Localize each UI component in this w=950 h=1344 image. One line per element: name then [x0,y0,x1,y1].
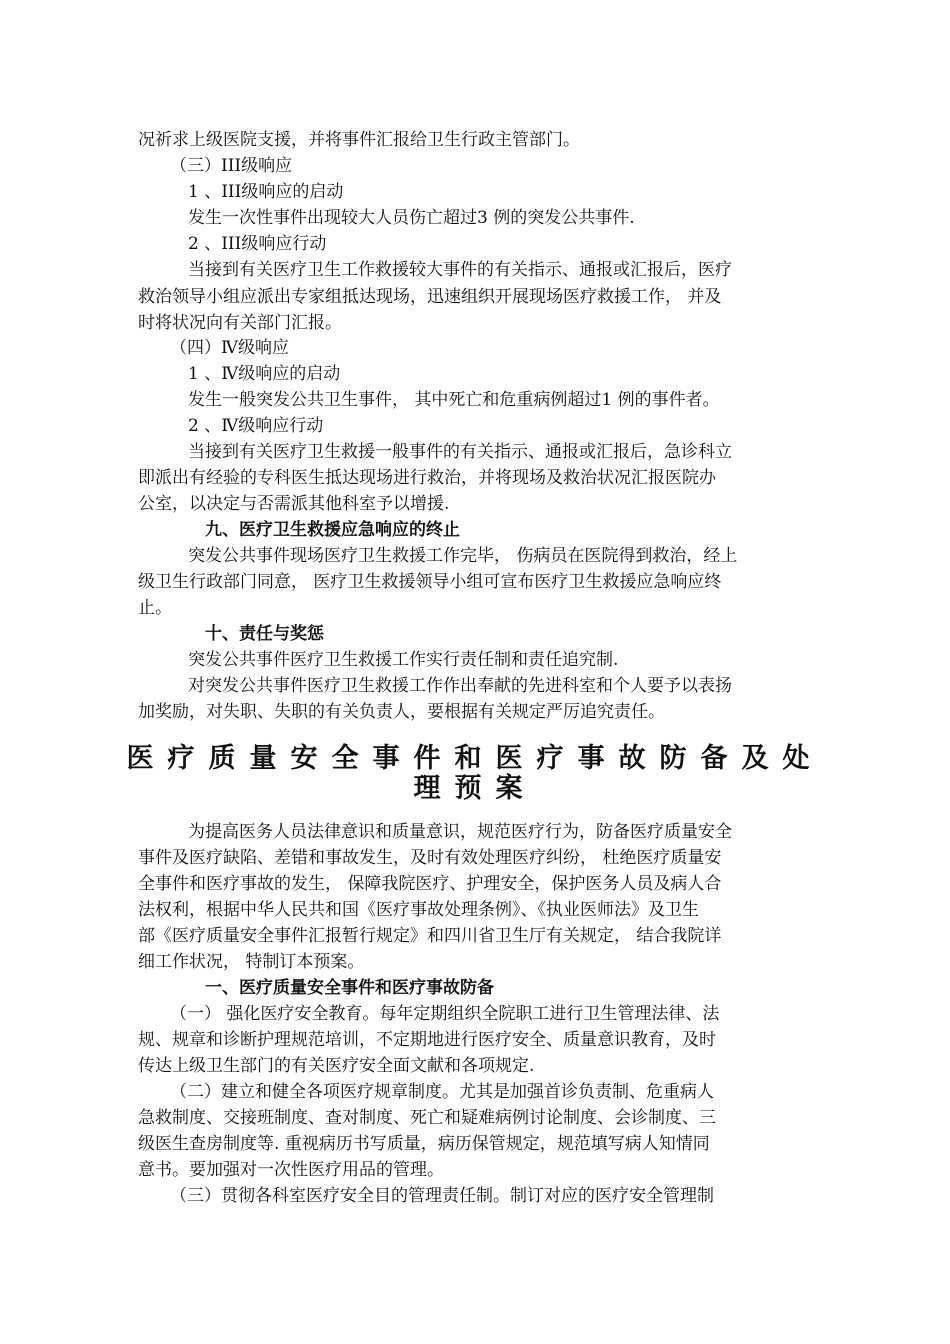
section-heading-1: 一、医疗质量安全事件和医疗事故防备 [205,978,494,998]
paragraph-line: 突发公共事件医疗卫生救援工作实行责任制和责任追究制. [188,650,619,670]
document-title-line2: 理预案 [413,773,537,804]
paragraph-line: 即派出有经验的专科医生抵达现场进行救治，并将现场及救治状况汇报医院办 [138,468,716,488]
document-title-line1: 医疗质量安全事件和医疗事故防备及处 [126,743,824,774]
paragraph-line: 对突发公共事件医疗卫生救援工作作出奉献的先进科室和个人要予以表扬 [188,676,732,696]
list-item: 2 、III级响应行动 [188,234,327,254]
section-heading-9: 九、医疗卫生救援应急响应的终止 [205,520,460,540]
paragraph-line: 级卫生行政部门同意， 医疗卫生救援领导小组可宣布医疗卫生救援应急响应终 [138,572,722,592]
paragraph-line: 时将状况向有关部门汇报。 [138,313,342,333]
list-item: 1 、Ⅳ级响应的启动 [188,364,341,384]
list-item: 2 、Ⅳ级响应行动 [188,416,324,436]
paragraph-line: 况祈求上级医院支援，并将事件汇报给卫生行政主管部门。 [138,130,580,150]
paragraph-line: 公室，以决定与否需派其他科室予以增援. [138,494,450,514]
list-item: 1 、III级响应的启动 [188,182,344,202]
paragraph-line: 发生一般突发公共卫生事件， 其中死亡和危重病例超过1 例的事件者。 [188,390,720,410]
section-heading-10: 十、责任与奖惩 [205,624,324,644]
paragraph-line: 规、规章和诊断护理规范培训，不定期地进行医疗安全、质量意识教育，及时 [138,1030,716,1050]
paragraph-line: 为提高医务人员法律意识和质量意识，规范医疗行为，防备医疗质量安全 [188,822,732,842]
paragraph-line: 加奖励，对失职、失职的有关负责人，要根据有关规定严厉追究责任。 [138,702,665,722]
subheading-level3: （三）III级响应 [170,156,293,176]
paragraph-line: 全事件和医疗事故的发生， 保障我院医疗、护理安全，保护医务人员及病人合 [138,874,722,894]
paragraph-line: （三）贯彻各科室医疗安全目的管理责任制。制订对应的医疗安全管理制 [170,1186,714,1206]
paragraph-line: 事件及医疗缺陷、差错和事故发生，及时有效处理医疗纠纷， 杜绝医疗质量安 [138,848,722,868]
paragraph-line: 法权利，根据中华人民共和国《医疗事故处理条例》、《执业医师法》及卫生 [138,900,699,920]
paragraph-line: （二）建立和健全各项医疗规章制度。尤其是加强首诊负责制、危重病人 [170,1082,714,1102]
paragraph-line: 急救制度、交接班制度、查对制度、死亡和疑难病例讨论制度、会诊制度、三 [138,1108,716,1128]
paragraph-line: 细工作状况， 特制订本预案。 [138,952,365,972]
subheading-level4: （四）Ⅳ级响应 [170,338,289,358]
paragraph-line: 突发公共事件现场医疗卫生救援工作完毕， 伤病员在医院得到救治，经上 [188,546,738,566]
paragraph-line: 当接到有关医疗卫生救援一般事件的有关指示、通报或汇报后，急诊科立 [188,442,732,462]
paragraph-line: 救治领导小组应派出专家组抵达现场，迅速组织开展现场医疗救援工作， 并及 [138,287,722,307]
paragraph-line: 传达上级卫生部门的有关医疗安全面文献和各项规定. [138,1056,535,1076]
paragraph-line: 止。 [138,598,172,618]
paragraph-line: 部《医疗质量安全事件汇报暂行规定》和四川省卫生厅有关规定， 结合我院详 [138,926,722,946]
paragraph-line: 级医生查房制度等. 重视病历书写质量，病历保管规定，规范填写病人知情同 [138,1134,710,1154]
paragraph-line: （一） 强化医疗安全教育。每年定期组织全院职工进行卫生管理法律、法 [170,1004,720,1024]
paragraph-line: 意书。要加强对一次性医疗用品的管理。 [138,1160,444,1180]
paragraph-line: 发生一次性事件出现较大人员伤亡超过3 例的突发公共事件. [188,208,635,228]
paragraph-line: 当接到有关医疗卫生工作救援较大事件的有关指示、通报或汇报后，医疗 [188,260,732,280]
